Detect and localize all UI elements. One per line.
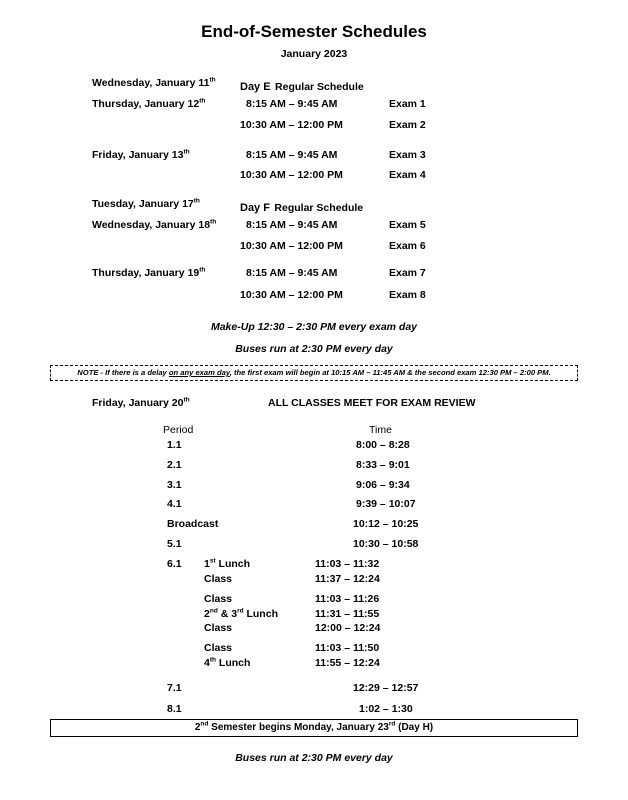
period-label: 1.1 xyxy=(167,439,182,451)
lunch-time: 11:31 – 11:55 xyxy=(315,608,380,620)
class-time: 11:03 – 11:50 xyxy=(315,642,380,654)
period-time: 9:06 – 9:34 xyxy=(356,479,410,491)
exam-label: Exam 6 xyxy=(389,240,426,252)
page-title: End-of-Semester Schedules xyxy=(201,22,427,41)
exam-label: Exam 4 xyxy=(389,169,426,181)
lunch-label: 1st Lunch xyxy=(204,557,251,570)
exam-time: 8:15 AM – 9:45 AM xyxy=(246,98,338,110)
regular-schedule-label: Day F Regular Schedule xyxy=(240,202,364,214)
exam-time: 10:30 AM – 12:00 PM xyxy=(240,169,343,181)
class-label: Class xyxy=(204,593,233,605)
buses-note: Buses run at 2:30 PM every day xyxy=(235,343,393,355)
lunch-label: 2nd & 3rd Lunch xyxy=(204,607,278,620)
period-time: 10:12 – 10:25 xyxy=(353,518,419,530)
exam-time: 10:30 AM – 12:00 PM xyxy=(240,240,343,252)
exam-time: 8:15 AM – 9:45 AM xyxy=(246,219,338,231)
exam-time: 10:30 AM – 12:00 PM xyxy=(240,289,343,301)
period-label: Broadcast xyxy=(167,518,219,530)
period-label: 3.1 xyxy=(167,479,182,491)
makeup-note: Make-Up 12:30 – 2:30 PM every exam day xyxy=(210,321,418,333)
exam-label: Exam 7 xyxy=(389,267,426,279)
lunch-label: 4th Lunch xyxy=(204,656,251,669)
exam-label: Exam 1 xyxy=(389,98,426,110)
period-label: 7.1 xyxy=(167,682,182,694)
period-label: 4.1 xyxy=(167,498,182,510)
class-label: Class xyxy=(204,642,233,654)
period-time: 9:39 – 10:07 xyxy=(356,498,416,510)
exam-label: Exam 5 xyxy=(389,219,426,231)
exam-day-label: Thursday, January 19th xyxy=(92,266,206,279)
delay-note-underlined: on any exam day xyxy=(168,368,230,377)
period-label: 8.1 xyxy=(167,703,182,715)
period-time: 12:29 – 12:57 xyxy=(353,682,419,694)
period-time: 1:02 – 1:30 xyxy=(359,703,413,715)
exam-day-label: Tuesday, January 17th xyxy=(92,197,200,210)
class-time: 12:00 – 12:24 xyxy=(315,622,381,634)
class-label: Class xyxy=(204,622,233,634)
buses-bottom-note: Buses run at 2:30 PM every day xyxy=(235,752,393,764)
exam-day-label: Friday, January 13th xyxy=(92,148,190,161)
review-heading: ALL CLASSES MEET FOR EXAM REVIEW xyxy=(268,397,476,409)
class-label: Class xyxy=(204,573,233,585)
exam-time: 10:30 AM – 12:00 PM xyxy=(240,119,343,131)
exam-day-label: Thursday, January 12th xyxy=(92,97,206,110)
exam-day-label: Wednesday, January 11th xyxy=(92,76,216,89)
page-subtitle: January 2023 xyxy=(280,48,348,60)
exam-label: Exam 3 xyxy=(389,149,426,161)
period-label: 2.1 xyxy=(167,459,182,471)
period-time: 8:00 – 8:28 xyxy=(356,439,410,451)
exam-time: 8:15 AM – 9:45 AM xyxy=(246,267,338,279)
period-label: 6.1 xyxy=(167,558,182,570)
exam-day-label: Wednesday, January 18th xyxy=(92,218,217,231)
exam-label: Exam 8 xyxy=(389,289,426,301)
regular-schedule-label: Day E Regular Schedule xyxy=(240,81,364,93)
lunch-time: 11:03 – 11:32 xyxy=(315,558,380,570)
class-time: 11:37 – 12:24 xyxy=(315,573,380,585)
lunch-time: 11:55 – 12:24 xyxy=(315,657,380,669)
period-time: 10:30 – 10:58 xyxy=(353,538,419,550)
time-column-header: Time xyxy=(369,424,392,436)
period-column-header: Period xyxy=(163,424,194,436)
exam-label: Exam 2 xyxy=(389,119,426,131)
review-day-label: Friday, January 20th xyxy=(92,396,190,409)
class-time: 11:03 – 11:26 xyxy=(315,593,380,605)
period-time: 8:33 – 9:01 xyxy=(356,459,410,471)
period-label: 5.1 xyxy=(167,538,182,550)
delay-note-box: NOTE - If there is a delay on any exam day, the first exam will begin at 10:15 AM – 11:45 AM & the second exam 12:30 PM – 2:00 PM. xyxy=(50,365,578,381)
second-semester-banner: 2nd Semester begins Monday, January 23rd (Day H) xyxy=(50,719,578,737)
exam-time: 8:15 AM – 9:45 AM xyxy=(246,149,338,161)
